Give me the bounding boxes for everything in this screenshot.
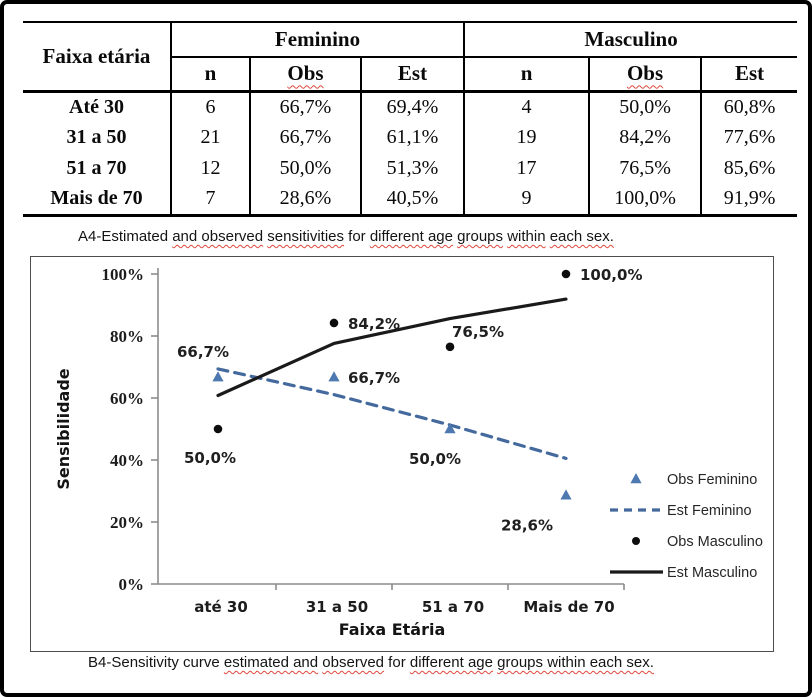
y-tick-label: 80% [110,327,144,346]
caption-word-misspelled: each sex. [549,228,614,245]
table-cell: 91,9% [723,187,776,210]
sub-header-n-f: n [171,57,250,91]
table-cell: 66,7% [250,91,361,122]
chart-caption-b4 [88,654,654,671]
row-label: Até 30 [23,91,171,122]
sub-header-obs-f: Obs [250,57,361,91]
caption-word-misspelled: observed [322,654,385,671]
caption-word-misspelled: estimated and [223,654,319,671]
table-cell: 40,5% [361,184,464,215]
table-cell: 61,1% [361,122,464,153]
legend-label: Obs Masculino [667,534,763,550]
table-cell: 100,0% [589,184,701,215]
table-cell: 84,2% [589,122,701,153]
data-label: 50,0% [183,449,237,467]
marker-triangle [560,489,571,499]
table-cell: 77,6% [723,126,776,148]
data-label: 76,5% [451,322,505,341]
table-row [23,153,797,184]
x-category-label: 51 a 70 [421,598,485,616]
table-cell: 12 [171,153,250,184]
group-header-feminino: Feminino [171,22,464,57]
table-cell: 50,0% [250,153,361,184]
y-tick-label: 60% [110,389,144,408]
table-cell: 50,0% [589,91,701,122]
caption-word-misspelled: groups within each sex. [497,654,654,671]
table-cell: 9 [464,184,589,215]
table-row [23,122,797,153]
caption-text: for [344,228,370,245]
y-tick-label: 100% [101,265,144,284]
y-tick-label: 40% [110,451,144,470]
caption-text: B4-Sensitivity curve [88,654,224,671]
caption-text: A4-Estimated [78,228,173,245]
table-cell: 85,6% [723,157,776,179]
caption-word-misspelled: sensitivities [267,228,344,245]
legend-label: Est Masculino [667,565,758,581]
data-label: 50,0% [408,450,462,468]
table-cell: 17 [464,153,589,184]
legend-dot-icon [632,537,640,545]
x-category-label: Mais de 70 [523,598,615,616]
group-header-masculino: Masculino [464,22,797,57]
row-label: 51 a 70 [23,153,171,184]
sub-header-est-m: Est [701,57,797,91]
y-axis-title: Sensibilidade [54,368,73,490]
marker-dot [330,319,339,328]
sensitivity-table-wrap [23,21,797,217]
table-cell: 4 [464,91,589,122]
legend-label: Est Feminino [667,503,752,519]
table-cell: 28,6% [250,184,361,215]
table-cell: 51,3% [361,153,464,184]
table-cell: 6 [171,91,250,122]
sub-header-est-f: Est [361,57,464,91]
chart-canvas [31,257,773,649]
table-cell: 76,5% [589,153,701,184]
data-label: 66,7% [176,343,230,362]
sub-header-n-m: n [464,57,589,91]
data-label: 66,7% [348,369,401,388]
table-cell: 66,7% [250,122,361,153]
legend-triangle-icon [630,473,641,483]
marker-triangle [328,371,339,381]
caption-text: for [384,654,410,671]
row-label: Mais de 70 [23,184,171,215]
y-tick-label: 0% [118,575,144,594]
marker-dot [446,343,455,352]
x-category-label: 31 a 50 [305,598,369,616]
caption-word-misspelled: and observed [172,228,264,245]
caption-word-misspelled: different age [369,228,453,245]
caption-word-misspelled: different age [409,654,493,671]
caption-word-misspelled: groups [457,228,504,245]
table-cell: 69,4% [361,91,464,122]
marker-dot [562,270,571,279]
table-caption-a4 [78,228,614,245]
table-cell: 60,8% [723,95,776,118]
data-label: 100,0% [580,266,643,284]
data-label: 84,2% [348,314,401,333]
data-label: 28,6% [500,516,554,535]
marker-triangle [212,371,223,381]
table-cell: 21 [171,122,250,153]
table-cell: 7 [171,184,250,215]
table-row [23,91,797,122]
sub-header-obs-m: Obs [589,57,701,91]
sensitivity-chart [30,256,774,652]
y-tick-label: 20% [110,513,144,532]
caption-word-misspelled: within [507,228,546,245]
x-category-label: até 30 [194,598,248,616]
table-cell: 19 [464,122,589,153]
row-label: 31 a 50 [23,122,171,153]
sensitivity-table [23,21,797,217]
x-axis-title: Faixa Etária [338,620,446,639]
marker-dot [214,425,223,434]
table-row [23,184,797,215]
col-header-faixa-etaria: Faixa etária [23,22,171,91]
legend-label: Obs Feminino [667,472,758,488]
